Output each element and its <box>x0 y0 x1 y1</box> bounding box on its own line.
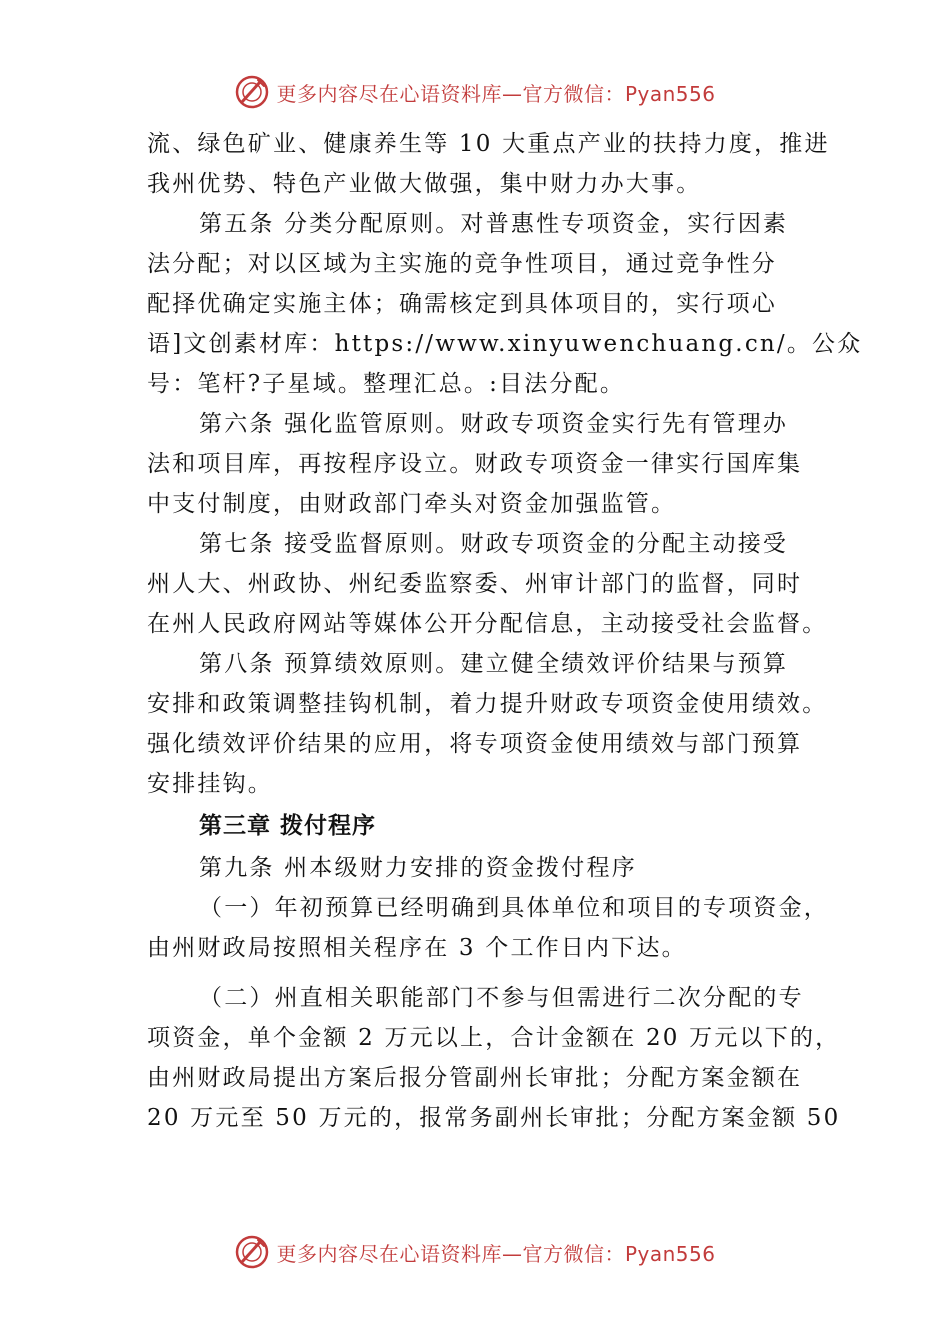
paragraph-line: 安排挂钩。 <box>147 771 273 797</box>
watermark-text: 更多内容尽在心语资料库—官方微信：Pyan556 <box>276 81 716 106</box>
paragraph-line: 法分配；对以区域为主实施的竞争性项目，通过竞争性分 <box>147 251 777 277</box>
article-6-line: 第六条 强化监管原则。财政专项资金实行先有管理办 <box>199 411 789 437</box>
watermark-footer <box>0 1230 950 1274</box>
article-7-line: 第七条 接受监督原则。财政专项资金的分配主动接受 <box>199 531 789 557</box>
article-5-line: 第五条 分类分配原则。对普惠性专项资金，实行因素 <box>199 211 789 237</box>
paragraph-line: 配择优确定实施主体；确需核定到具体项目的，实行项心 <box>147 291 777 317</box>
paragraph-line: 号：笔杆?子星域。整理汇总。:目法分配。 <box>147 371 626 397</box>
paragraph-line: 法和项目库，再按程序设立。财政专项资金一律实行国库集 <box>147 451 803 477</box>
paragraph-line: 安排和政策调整挂钩机制，着力提升财政专项资金使用绩效。 <box>147 691 828 717</box>
paragraph-line: 强化绩效评价结果的应用，将专项资金使用绩效与部门预算 <box>147 731 803 757</box>
paragraph-line: 在州人民政府网站等媒体公开分配信息，主动接受社会监督。 <box>147 611 828 637</box>
article-8-line: 第八条 预算绩效原则。建立健全绩效评价结果与预算 <box>199 651 789 677</box>
paragraph-line: 由州财政局按照相关程序在 3 个工作日内下达。 <box>147 935 687 961</box>
paragraph-line: 语]文创素材库：https://www.xinyuwenchuang.cn/。公众 <box>147 331 863 357</box>
stamp-logo-icon <box>234 74 270 110</box>
paragraph-line: 由州财政局提出方案后报分管副州长审批；分配方案金额在 <box>147 1065 803 1091</box>
document-body <box>147 124 863 1138</box>
paragraph-line: 项资金，单个金额 2 万元以上，合计金额在 20 万元以下的， <box>147 1025 841 1051</box>
paragraph-line: 州人大、州政协、州纪委监察委、州审计部门的监督，同时 <box>147 571 803 597</box>
paragraph-line: 中支付制度，由财政部门牵头对资金加强监管。 <box>147 491 677 517</box>
watermark-header <box>0 70 950 114</box>
paragraph-line: 20 万元至 50 万元的，报常务副州长审批；分配方案金额 50 <box>147 1105 841 1131</box>
clause-1-line: （一）年初预算已经明确到具体单位和项目的专项资金， <box>199 895 829 921</box>
clause-2-line: （二）州直相关职能部门不参与但需进行二次分配的专 <box>199 985 804 1011</box>
article-9-line: 第九条 州本级财力安排的资金拨付程序 <box>199 855 637 881</box>
paragraph-line: 我州优势、特色产业做大做强，集中财力办大事。 <box>147 171 702 197</box>
watermark-text: 更多内容尽在心语资料库—官方微信：Pyan556 <box>276 1241 716 1266</box>
stamp-logo-icon <box>234 1234 270 1270</box>
chapter-heading: 第三章 拨付程序 <box>199 813 377 839</box>
paragraph-line: 流、绿色矿业、健康养生等 10 大重点产业的扶持力度，推进 <box>147 131 830 157</box>
